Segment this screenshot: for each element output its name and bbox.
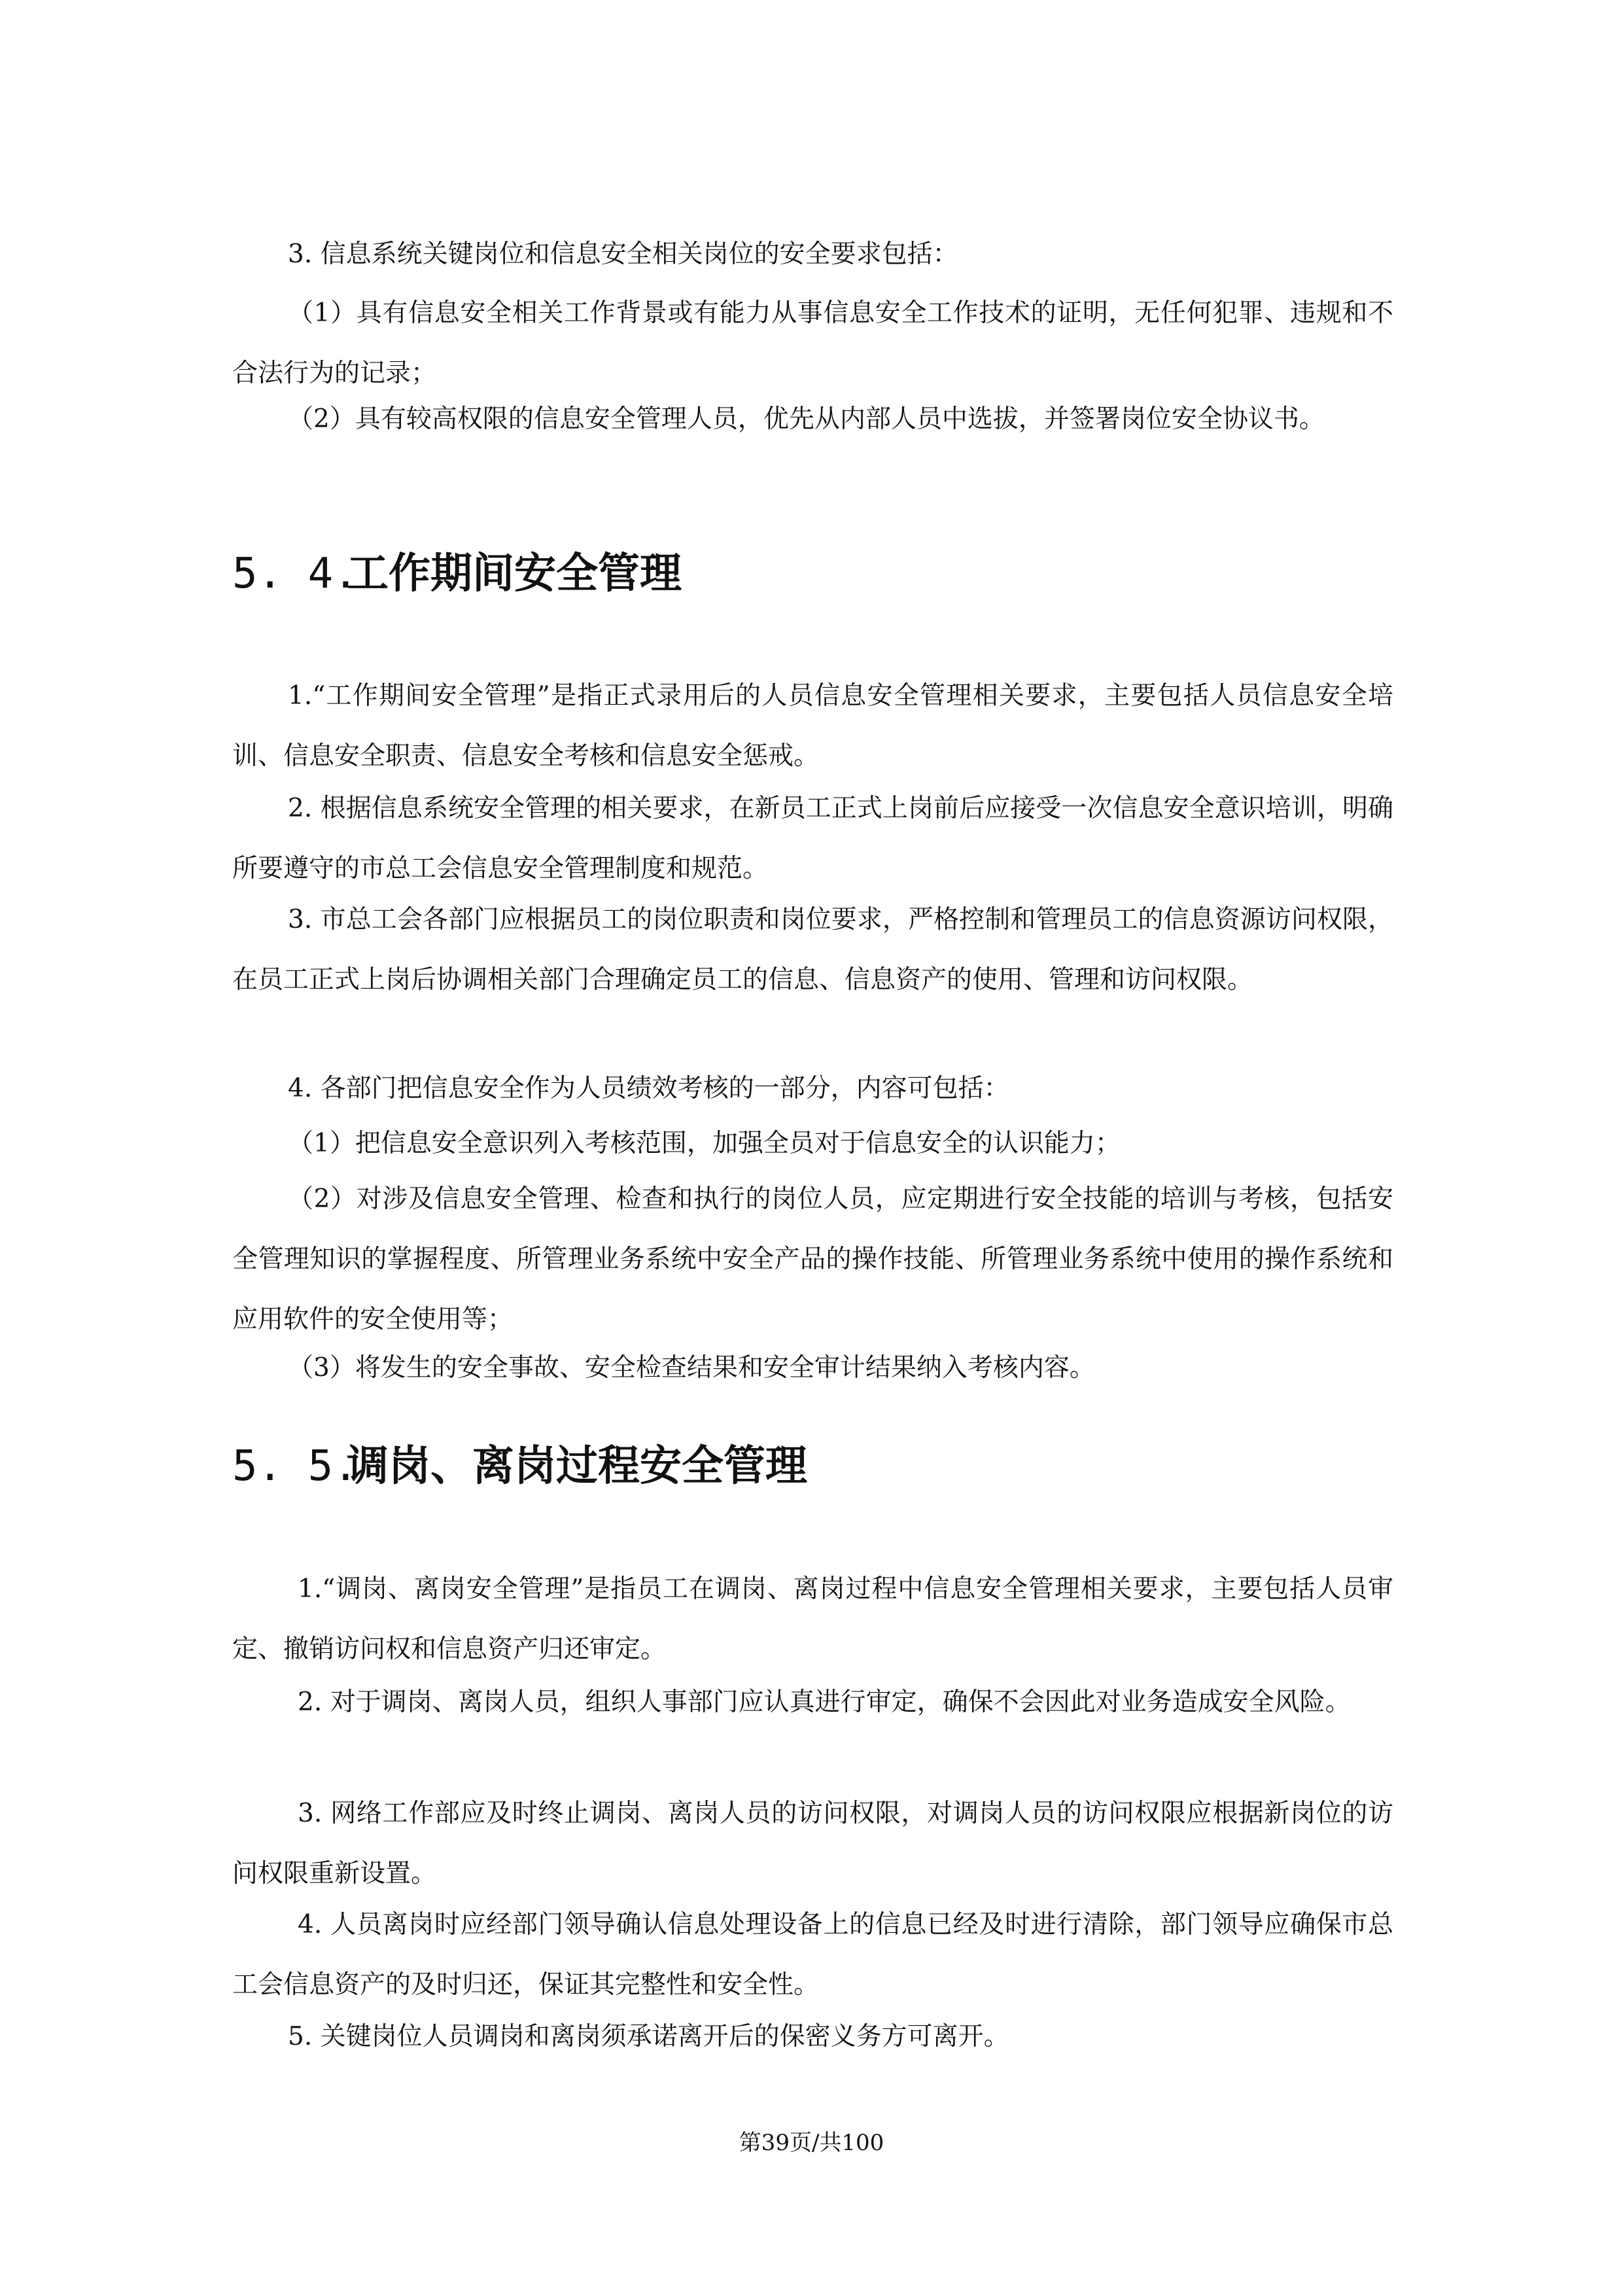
- paragraph: （1）具有信息安全相关工作背景或有能力从事信息安全工作技术的证明，无任何犯罪、违规和不合法行为的记录；: [232, 298, 1393, 388]
- section-heading-5-5: [232, 1437, 807, 1496]
- paragraph: 3. 网络工作部应及时终止调岗、离岗人员的访问权限，对调岗人员的访问权限应根据新岗位的访问权限重新设置。: [232, 1799, 1393, 1888]
- section-number: 5. 4.: [232, 550, 358, 598]
- page-number-footer: 第39页/共100: [739, 2130, 884, 2156]
- paragraph: （3）将发生的安全事故、安全检查结果和安全审计结果纳入考核内容。: [288, 1353, 1095, 1383]
- paragraph: 2. 根据信息系统安全管理的相关要求，在新员工正式上岗前后应接受一次信息安全意识培训，明确所要遵守的市总工会信息安全管理制度和规范。: [232, 794, 1393, 883]
- paragraph: 3. 信息系统关键岗位和信息安全相关岗位的安全要求包括：: [288, 239, 958, 269]
- paragraph: 2. 对于调岗、离岗人员，组织人事部门应认真进行审定，确保不会因此对业务造成安全风险。: [298, 1687, 1351, 1717]
- section-title: 调岗、离岗过程安全管理: [347, 1442, 807, 1491]
- section-heading-5-4: [232, 544, 682, 603]
- section-title: 工作期间安全管理: [347, 550, 682, 598]
- paragraph: 1.“工作期间安全管理”是指正式录用后的人员信息安全管理相关要求，主要包括人员信息安全培训、信息安全职责、信息安全考核和信息安全惩戒。: [232, 681, 1393, 771]
- paragraph: （2）对涉及信息安全管理、检查和执行的岗位人员，应定期进行安全技能的培训与考核，包括安全管理知识的掌握程度、所管理业务系统中安全产品的操作技能、所管理业务系统中使用的操作系统和应用软件的安全使用等；: [232, 1184, 1393, 1334]
- paragraph: （2）具有较高权限的信息安全管理人员，优先从内部人员中选拔，并签署岗位安全协议书。: [288, 404, 1325, 434]
- paragraph: 4. 人员离岗时应经部门领导确认信息处理设备上的信息已经及时进行清除，部门领导应确保市总工会信息资产的及时归还，保证其完整性和安全性。: [232, 1910, 1393, 2000]
- paragraph: 5. 关键岗位人员调岗和离岗须承诺离开后的保密义务方可离开。: [288, 2022, 1009, 2051]
- section-number: 5. 5.: [232, 1442, 358, 1491]
- paragraph: 1.“调岗、离岗安全管理”是指员工在调岗、离岗过程中信息安全管理相关要求，主要包括人员审定、撤销访问权和信息资产归还审定。: [232, 1574, 1393, 1664]
- paragraph: 3. 市总工会各部门应根据员工的岗位职责和岗位要求，严格控制和管理员工的信息资源访问权限，在员工正式上岗后协调相关部门合理确定员工的信息、信息资产的使用、管理和访问权限。: [232, 905, 1393, 995]
- paragraph: （1）把信息安全意识列入考核范围，加强全员对于信息安全的认识能力；: [288, 1129, 1121, 1158]
- paragraph: 4. 各部门把信息安全作为人员绩效考核的一部分，内容可包括：: [288, 1074, 1009, 1103]
